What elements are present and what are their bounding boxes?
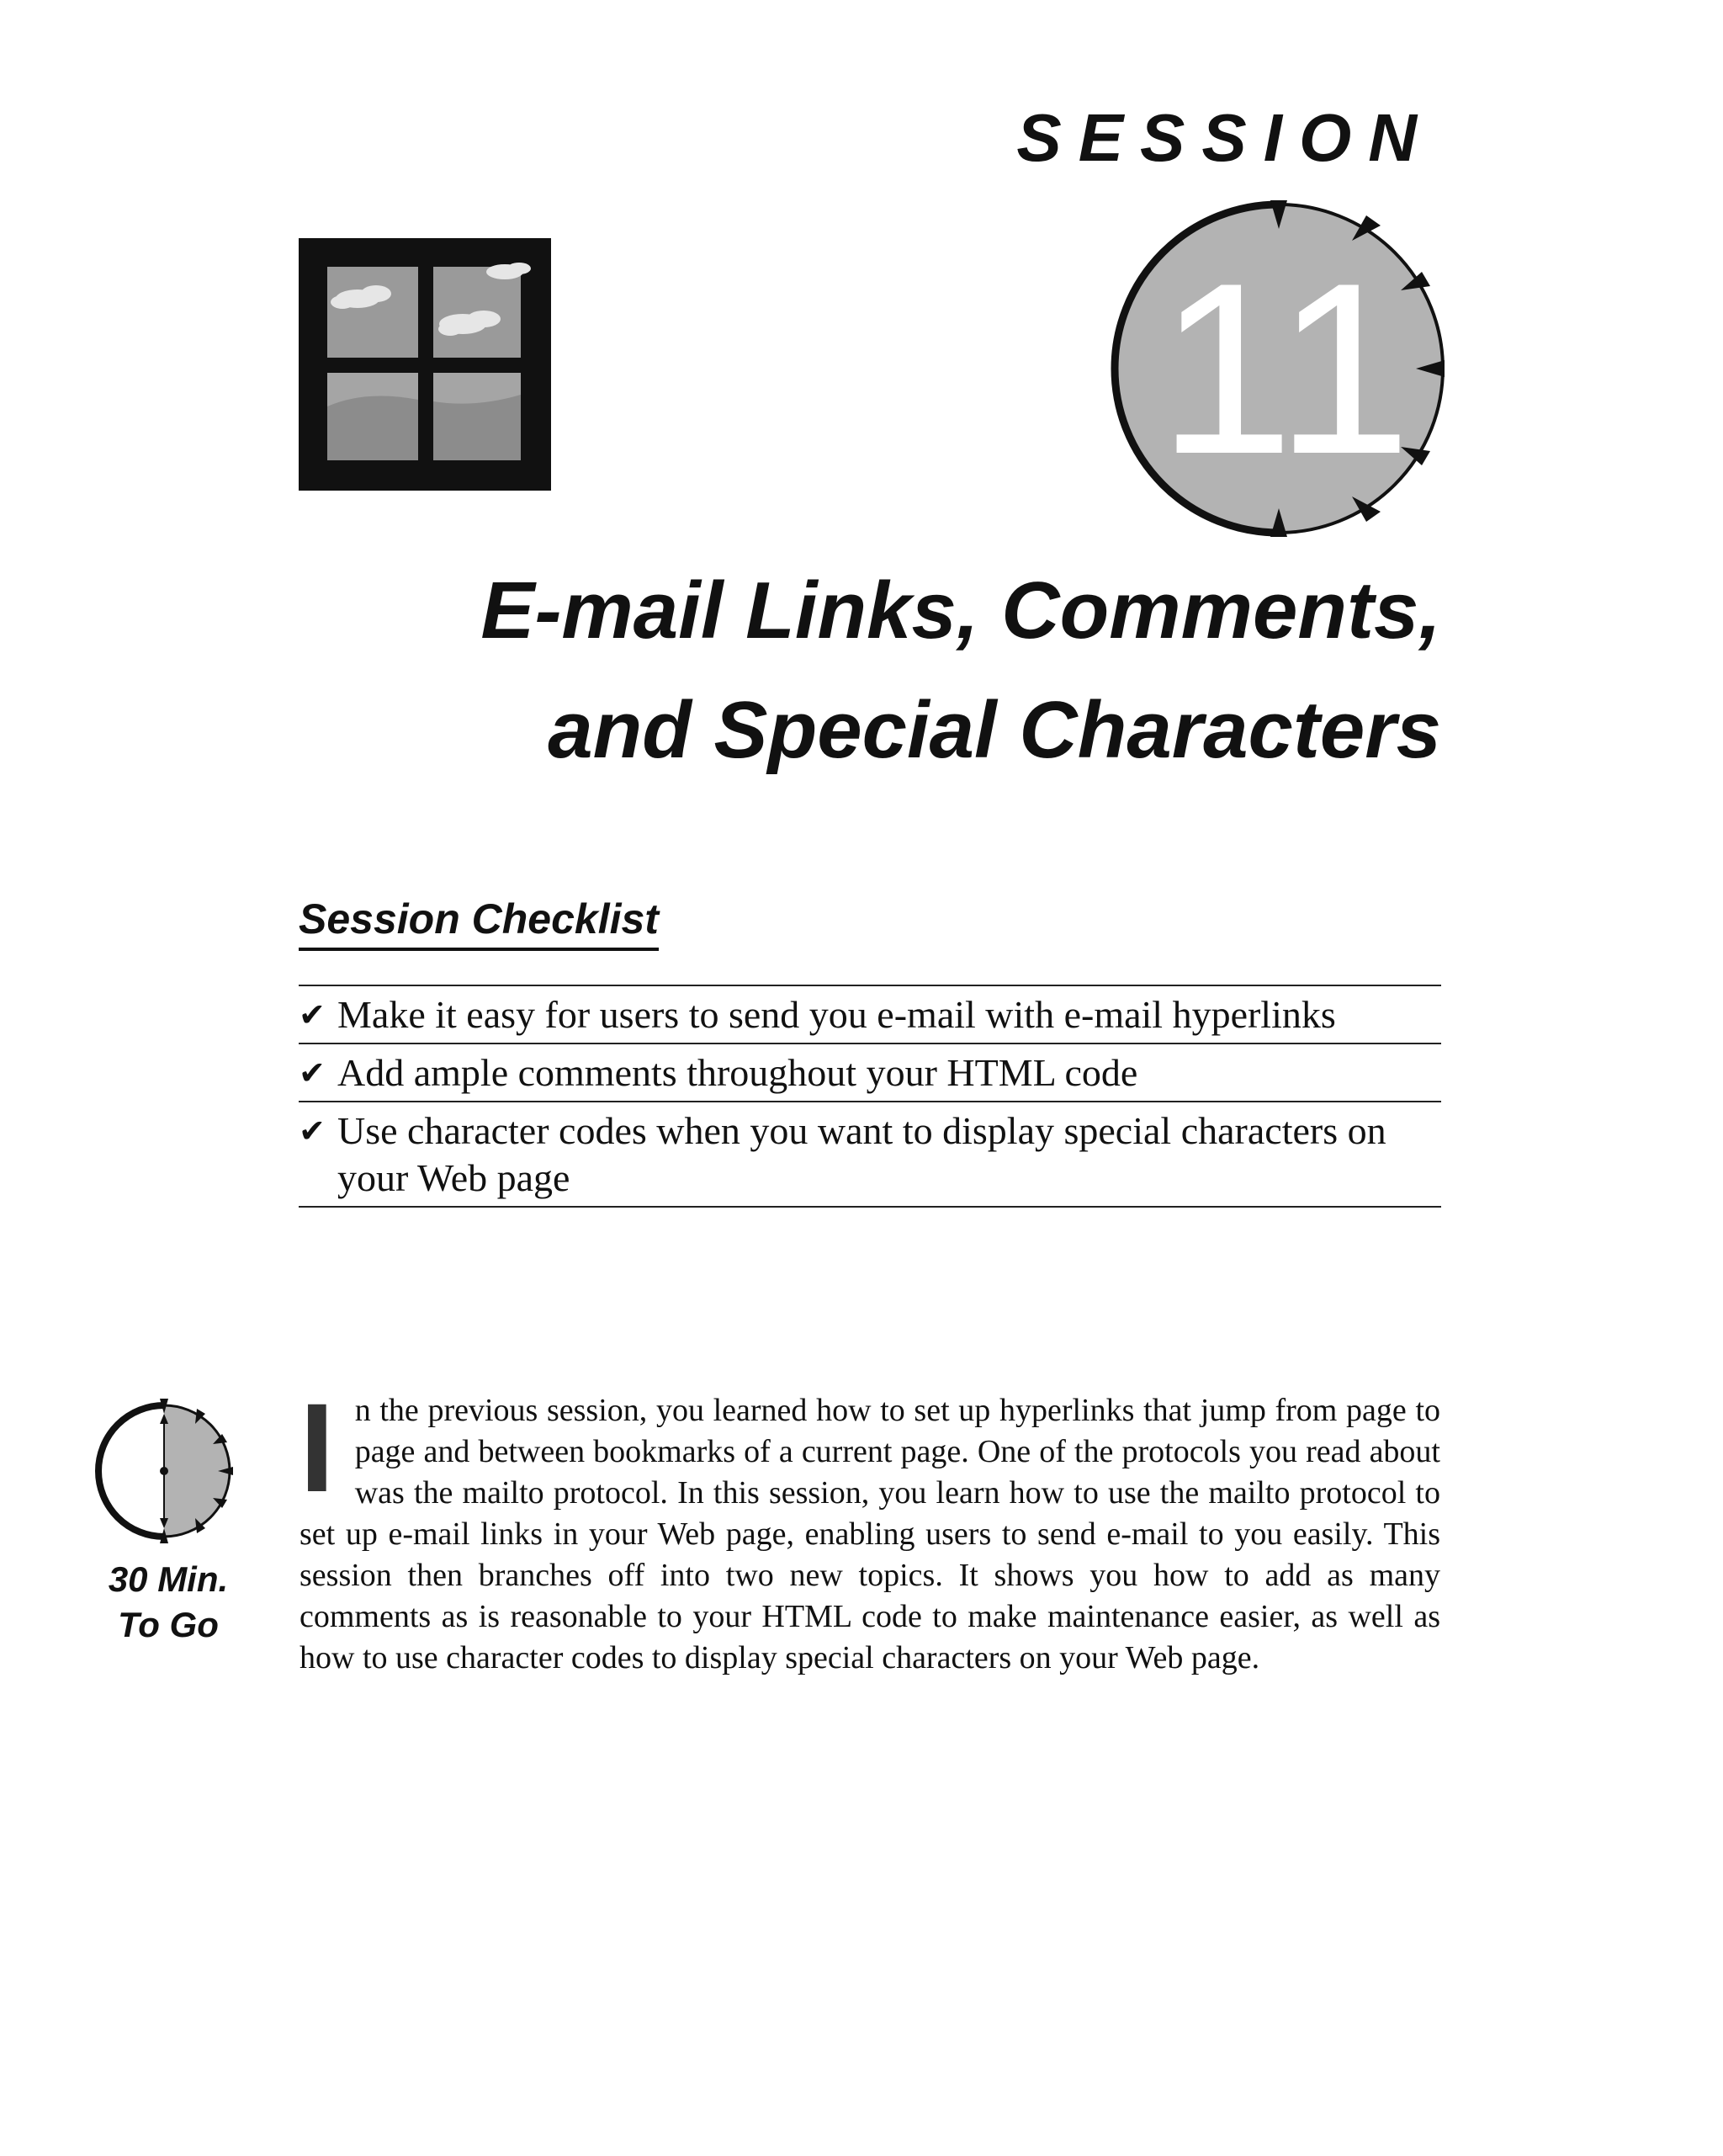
session-number: 11 [1158, 232, 1412, 505]
window-hill [433, 395, 521, 460]
checklist-item [299, 1044, 1441, 1102]
intro-paragraph-text: n the previous session, you learned how to set up hyperlinks that jump from page to page and between bookmarks of a current page. One of the protocols you read about was the mailto protocol. In this session, you learn how to use the mailto protocol to set up e-mail links in your Web page, enabling users to send e-mail to you easily. This session then branches off into two new topics. It shows you how to add as many comments as is reasonable to your HTML code to make maintenance easier, as well as how to use character codes to display special characters on your Web page. [300, 1393, 1440, 1675]
checklist-item [299, 1102, 1441, 1208]
checkmark-icon: ✔ [299, 996, 326, 1033]
chapter-title-line: and Special Characters [548, 685, 1441, 775]
chapter-title-line: E-mail Links, Comments, [480, 566, 1441, 656]
checklist-heading: Session Checklist [299, 892, 659, 951]
window-hill [327, 396, 418, 461]
intro-paragraph [300, 1377, 1440, 1679]
chapter-title [347, 551, 1441, 790]
timer-caption [76, 1557, 261, 1648]
timer-caption-line: To Go [118, 1605, 219, 1644]
session-checklist [299, 892, 1441, 1208]
timer-center [160, 1467, 168, 1475]
stopwatch-icon [93, 1395, 244, 1547]
timer-bold-arc [98, 1405, 164, 1537]
checklist-item-text: Use character codes when you want to display special characters on your Web page [337, 1109, 1386, 1199]
window-pane [327, 267, 418, 358]
clock-dial-icon [1098, 192, 1468, 562]
window-icon [299, 238, 551, 491]
drop-cap: I [300, 1377, 335, 1518]
checklist-item-text: Add ample comments throughout your HTML code [337, 1051, 1138, 1094]
timer-caption-line: 30 Min. [108, 1559, 229, 1599]
checklist-item [299, 986, 1441, 1044]
checkmark-icon: ✔ [299, 1054, 326, 1091]
checkmark-icon: ✔ [299, 1113, 326, 1150]
session-label: SESSION [1016, 100, 1434, 175]
checklist-list [299, 985, 1441, 1208]
checklist-item-text: Make it easy for users to send you e-mail with e-mail hyperlinks [337, 993, 1336, 1036]
